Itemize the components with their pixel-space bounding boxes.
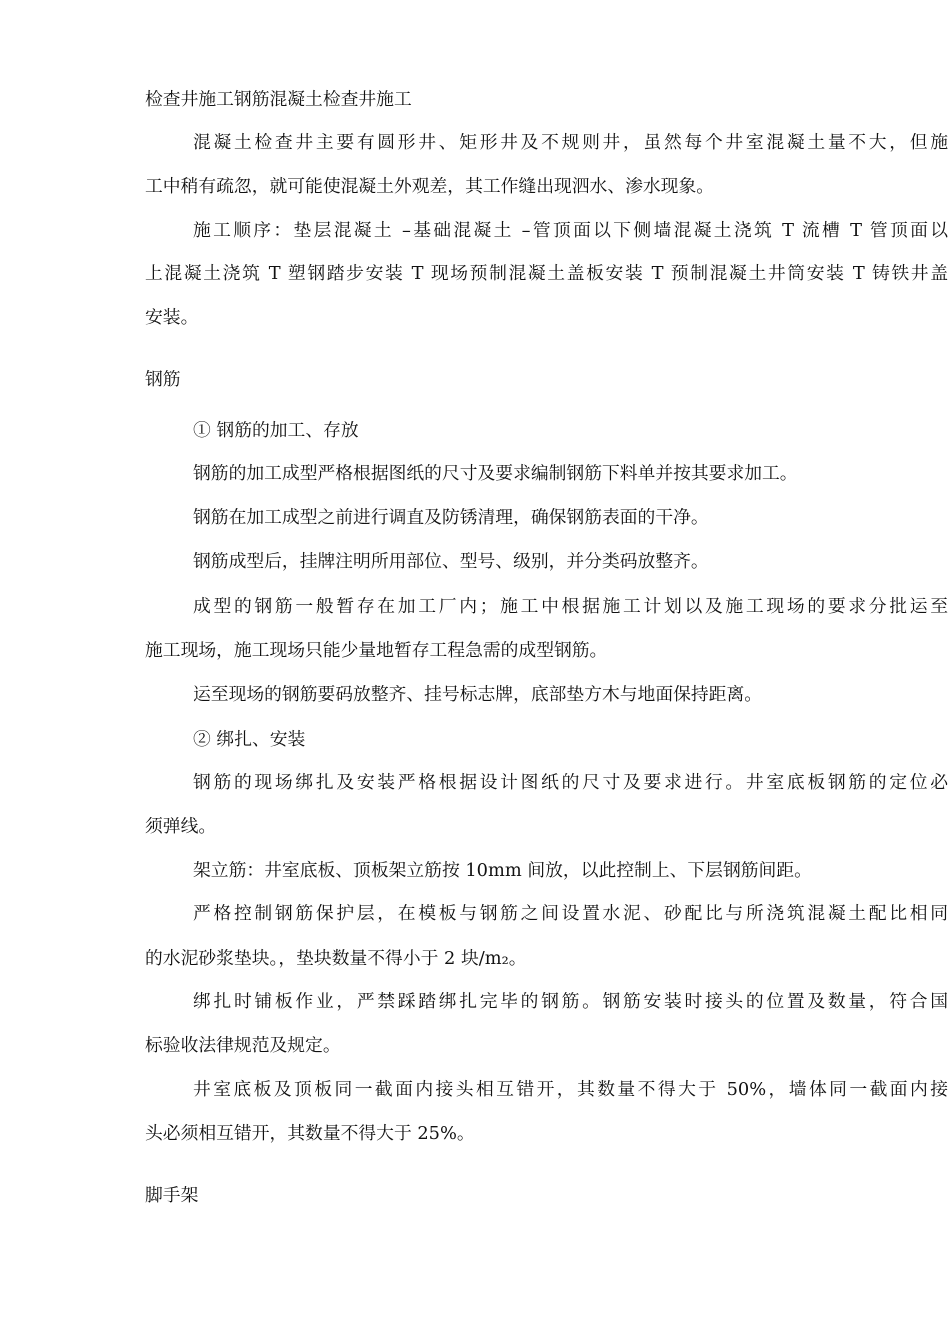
binding-paragraph-3-line-1: 严格控制钢筋保护层，在模板与钢筋之间设置水泥、砂配比与所浇筑混凝土配比相同 [193,903,948,924]
sequence-paragraph-line-2: 上混凝土浇筑 T 塑钢踏步安装 T 现场预制混凝土盖板安装 T 预制混凝土井筒安装 T 铸铁井盖 [145,263,948,284]
binding-paragraph-1-line-2: 须弹线。 [145,816,217,837]
sequence-paragraph-line-3: 安装。 [145,307,199,328]
binding-paragraph-2: 架立筋：井室底板、顶板架立筋按 10mm 间放，以此控制上、下层钢筋间距。 [193,860,812,881]
processing-paragraph-2: 钢筋在加工成型之前进行调直及防锈清理，确保钢筋表面的干净。 [193,507,709,528]
intro-paragraph-line-1: 混凝土检查井主要有圆形井、矩形井及不规则井，虽然每个井室混凝土量不大，但施 [193,132,948,153]
rebar-section-heading: 钢筋 [145,369,181,390]
intro-paragraph-line-2: 工中稍有疏忽，就可能使混凝土外观差，其工作缝出现泗水、渗水现象。 [145,176,715,197]
processing-subheading: ① 钢筋的加工、存放 [193,420,359,441]
binding-paragraph-4-line-2: 标验收法律规范及规定。 [145,1035,341,1056]
processing-paragraph-5: 运至现场的钢筋要码放整齐、挂号标志牌，底部垫方木与地面保持距离。 [193,684,763,705]
processing-paragraph-4-line-1: 成型的钢筋一般暂存在加工厂内；施工中根据施工计划以及施工现场的要求分批运至 [193,596,948,617]
binding-paragraph-3-line-2: 的水泥砂浆垫块。，垫块数量不得小于 2 块/m₂。 [145,948,527,969]
binding-paragraph-5-line-1: 井室底板及顶板同一截面内接头相互错开，其数量不得大于 50%，墙体同一截面内接 [193,1079,948,1100]
binding-paragraph-4-line-1: 绑扎时铺板作业，严禁踩踏绑扎完毕的钢筋。钢筋安装时接头的位置及数量，符合国 [193,991,948,1012]
binding-subheading: ② 绑扎、安装 [193,729,306,750]
binding-paragraph-1-line-1: 钢筋的现场绑扎及安装严格根据设计图纸的尺寸及要求进行。井室底板钢筋的定位必 [193,772,948,793]
scaffold-section-heading: 脚手架 [145,1185,199,1206]
processing-paragraph-4-line-2: 施工现场，施工现场只能少量地暂存工程急需的成型钢筋。 [145,640,608,661]
binding-paragraph-5-line-2: 头必须相互错开，其数量不得大于 25%。 [145,1123,475,1144]
processing-paragraph-3: 钢筋成型后，挂牌注明所用部位、型号、级别，并分类码放整齐。 [193,551,709,572]
sequence-paragraph-line-1: 施工顺序：垫层混凝土 –基础混凝土 –管顶面以下侧墙混凝土浇筑 T 流槽 T 管顶面以 [193,220,948,241]
processing-paragraph-1: 钢筋的加工成型严格根据图纸的尺寸及要求编制钢筋下料单并按其要求加工。 [193,463,798,484]
document-title: 检查井施工钢筋混凝土检查井施工 [145,89,412,110]
